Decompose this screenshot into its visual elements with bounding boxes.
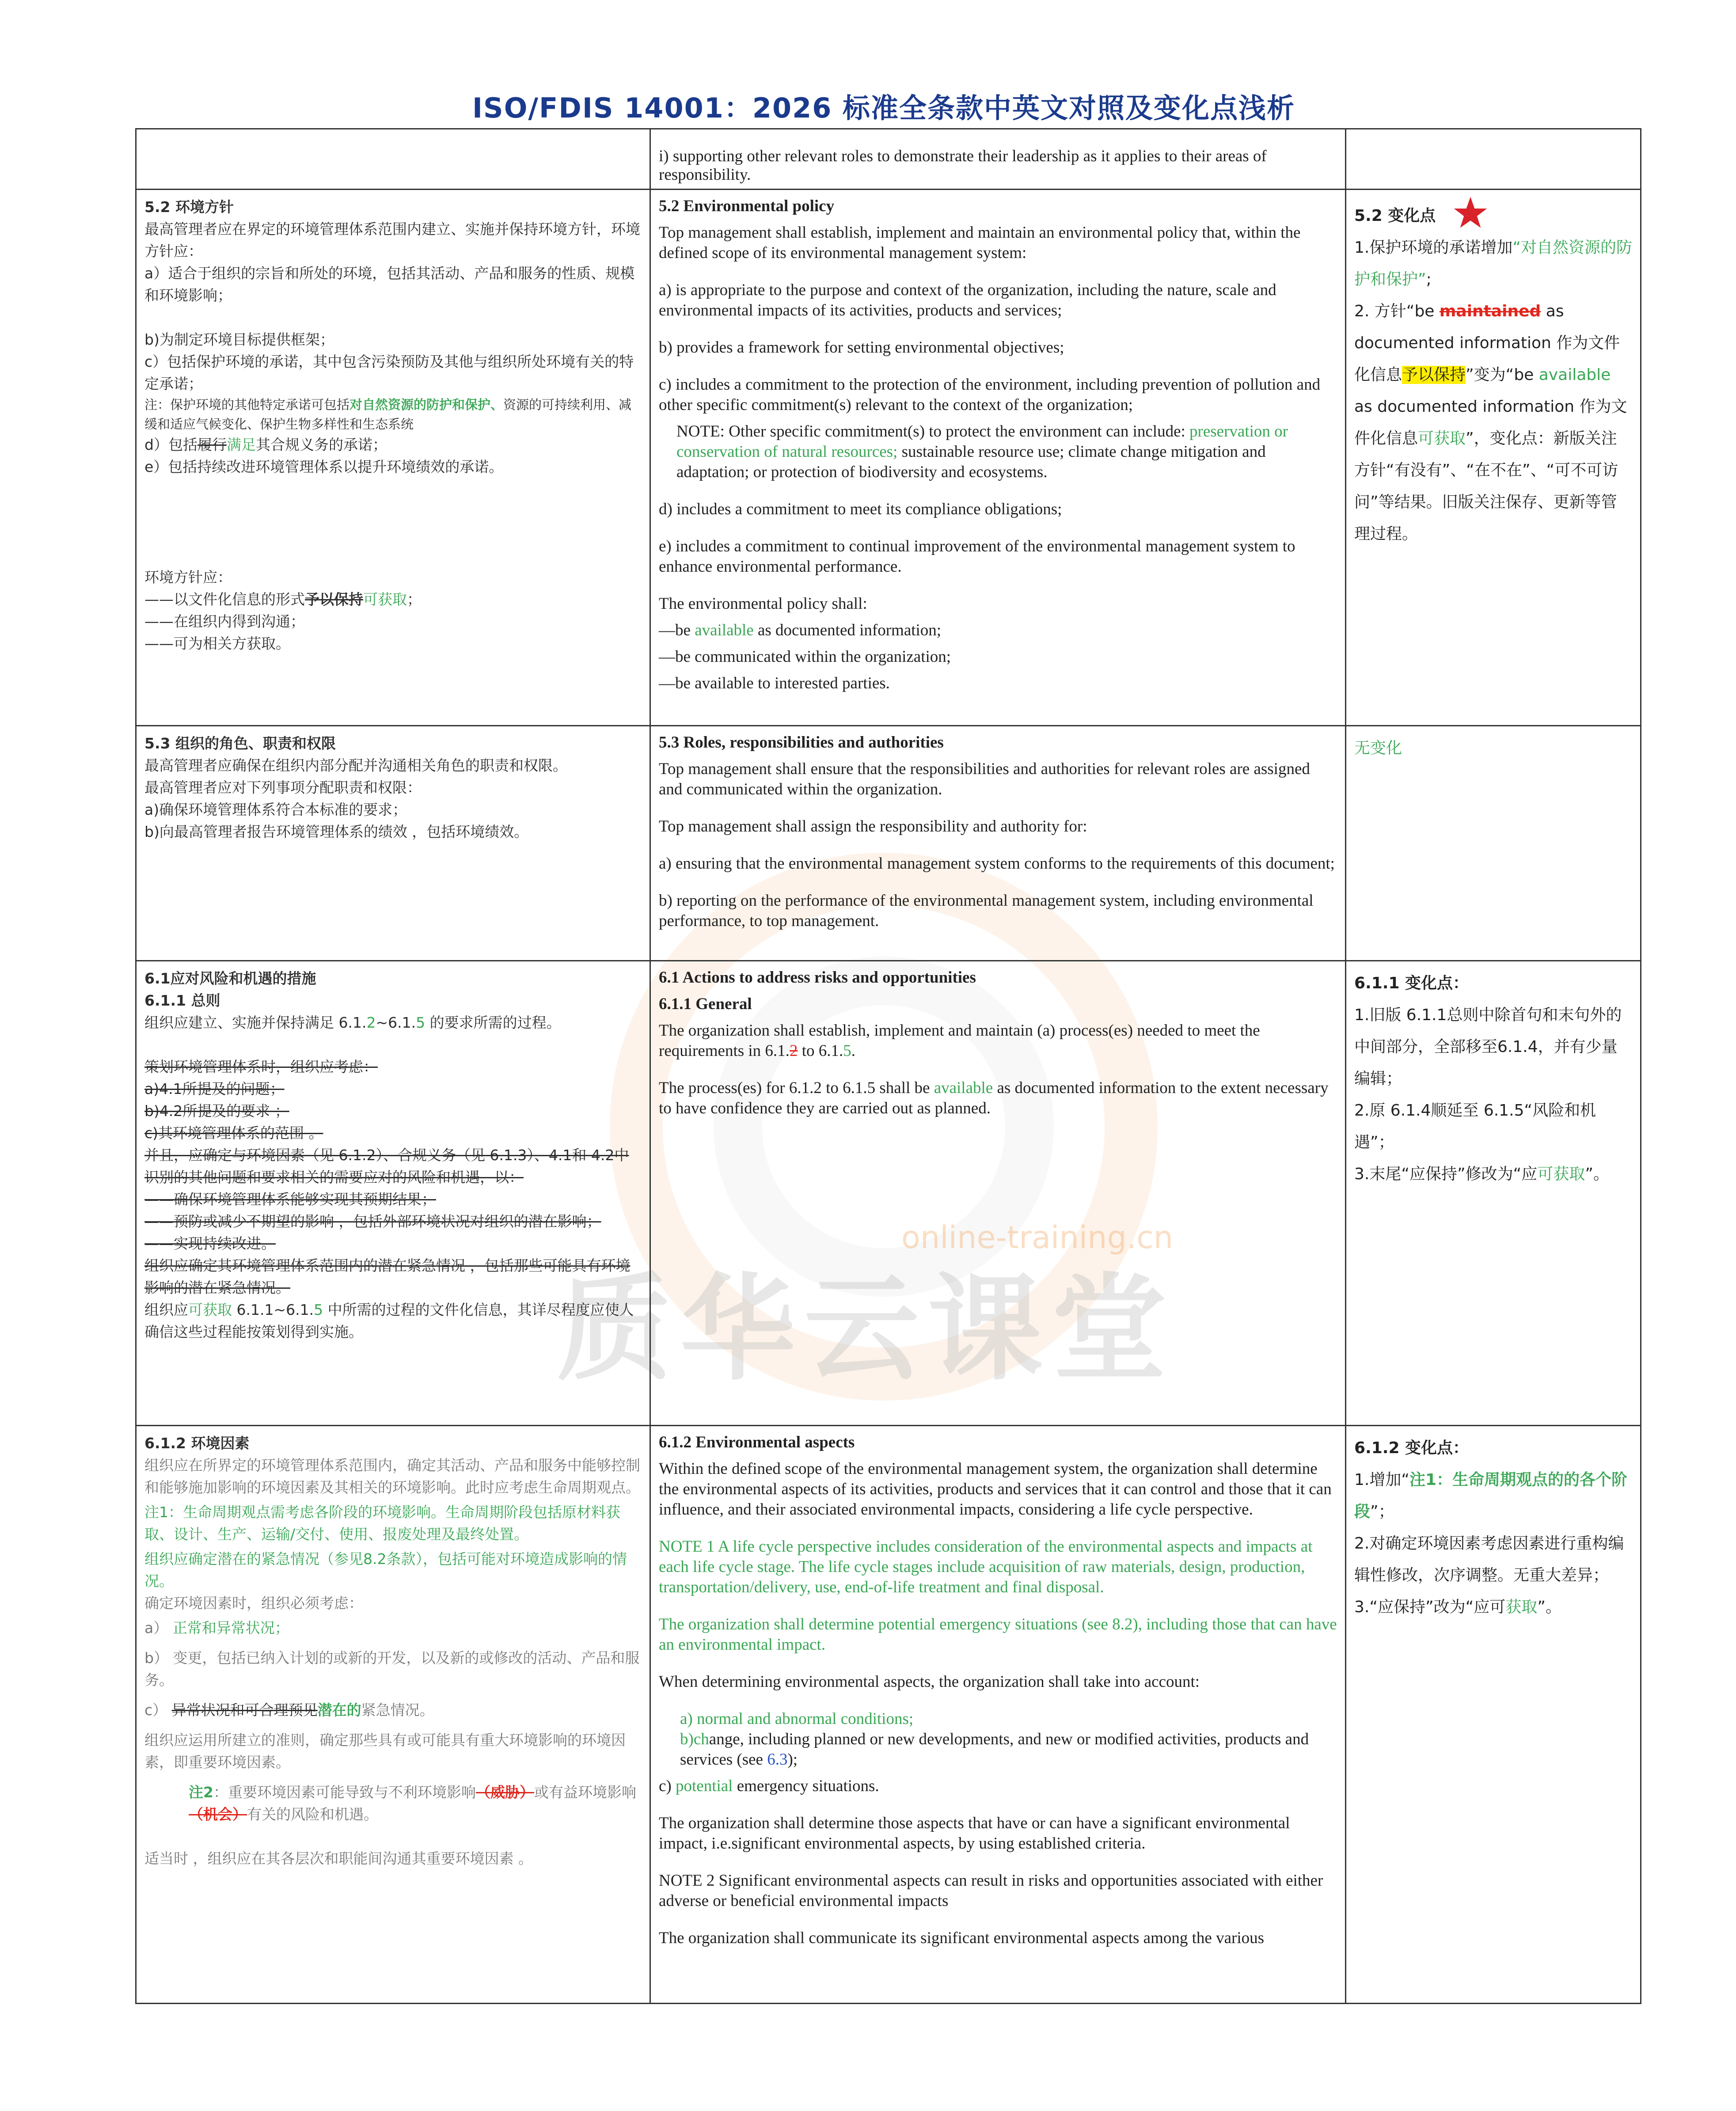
cn-cell (136, 961, 650, 1426)
en-text: The organization shall determine those aspects that have or can have a significant environmental impact, i.e.significant environmental aspects, by using established criteria. (659, 1814, 1290, 1853)
table-row (136, 726, 1641, 961)
en-text-part: The process(es) for 6.1.2 to 6.1.5 shall be (659, 1079, 934, 1097)
cn-text: a)确保环境管理体系符合本标准的要求； (144, 801, 407, 818)
change-highlight: 予以保持 (1402, 366, 1466, 384)
cn-deleted-text: （机会） (189, 1806, 247, 1823)
en-text: a) is appropriate to the purpose and context of the organization, including the nature, scale and environmental impacts of its activities, products and services; (659, 281, 1276, 319)
en-cell (650, 961, 1346, 1426)
star-icon (1453, 196, 1488, 229)
change-text (1354, 1158, 1632, 1190)
en-cell (650, 190, 1346, 726)
change-text (1354, 232, 1632, 296)
cn-text: a）适合于组织的宗旨和所处的环境，包括其活动、产品和服务的性质、规模和环境影响； (144, 265, 635, 304)
change-text-part: ”，变化点：新版关注方针“有没有”、“在不在”、“可不可访问”等结果。旧版关注保存、更新等管理过程。 (1354, 429, 1618, 543)
cn-text: b)向最高管理者报告环境管理体系的绩效 ，包括环境绩效。 (144, 823, 529, 840)
en-text: Top management shall establish, implement and maintain an environmental policy that, within the defined scope of its environmental management system: (659, 224, 1301, 262)
cn-note (144, 395, 642, 434)
cn-note-label: 注2 (189, 1784, 213, 1801)
page-title: ISO/FDIS 14001：2026 标准全条款中英文对照及变化点浅析 (472, 92, 1295, 124)
cn-text-part: ：重要环境因素可能导致与不利环境影响 (213, 1784, 476, 1801)
change-added-text: available (1538, 366, 1611, 384)
en-cell (650, 129, 1346, 190)
en-text: Top management shall ensure that the responsibilities and authorities for relevant roles are assigned and communicated within the organization. (659, 760, 1310, 798)
cn-text: 确定环境因素时，组织必须考虑： (144, 1595, 363, 1612)
en-text-part: ange, including planned or new developments, and new or modified activities, products and services (see (680, 1730, 1309, 1769)
cn-added-text: 可获取 (363, 591, 407, 608)
cn-text-part: c） (144, 1701, 172, 1719)
cn-text (144, 1781, 642, 1826)
change-text (1354, 296, 1632, 550)
cn-cell (136, 726, 650, 961)
cn-text-part: ~6.1. (376, 1014, 416, 1031)
en-text-part: as documented information to the extent necessary to have confidence they are carried out as planned. (659, 1079, 1329, 1117)
cn-deleted-text: 异常状况和可合理预见 (171, 1701, 318, 1719)
cn-deleted-text: 履行 (197, 436, 227, 453)
en-added-text: ch (693, 1730, 709, 1748)
en-text: When determining environmental aspects, the organization shall take into account: (659, 1673, 1200, 1691)
en-text-part: —be (659, 621, 695, 639)
en-added-text: The organization shall determine potential emergency situations (see 8.2), including those that can have an environmental impact. (659, 1615, 1337, 1654)
cn-text (144, 1012, 642, 1034)
cn-added-text: 5 (416, 1014, 425, 1031)
cn-text (144, 1617, 642, 1639)
cn-added-text: 注1：生命周期观点需考虑各阶段的环境影响。生命周期阶段包括原材料获取、设计、生产、运输/交付、使用、报废处理及最终处置。 (144, 1504, 620, 1543)
cn-subheading: 6.1.1 总则 (144, 992, 220, 1009)
cn-text (144, 1699, 642, 1721)
cn-heading: 5.3 组织的角色、职责和权限 (144, 735, 336, 752)
cn-text (144, 434, 642, 456)
en-subheading: 6.1.1 General (659, 995, 752, 1013)
en-text: i) supporting other relevant roles to demonstrate their leadership as it applies to their areas of responsibility. (659, 147, 1267, 184)
change-heading: 6.1.1 变化点： (1354, 974, 1469, 992)
cn-text: 最高管理者应对下列事项分配职责和权限： (144, 779, 422, 796)
en-text-part: as documented information; (753, 621, 942, 639)
cn-text: ——可为相关方获取。 (144, 635, 290, 652)
cn-deleted-text: ——确保环境管理体系能够实现其预期结果； (144, 1191, 436, 1208)
change-text-part: as documented information 作为文件化信息 (1354, 302, 1620, 384)
change-text-part: ”。 (1585, 1165, 1609, 1183)
cn-text-part: 中所需的过程的文件化信息，其详尽程度应使人确信这些过程能按策划得到实施。 (144, 1301, 634, 1340)
change-text: 2.对确定环境因素考虑因素进行重构编辑性修改，次序调整。无重大差异； (1354, 1534, 1624, 1584)
en-text-part: The organization shall establish, implement and maintain (a) process(es) needed to meet the requirements in 6.1. (659, 1021, 1260, 1060)
change-text-part: 3.“应保持”改为“应可 (1354, 1598, 1506, 1616)
watermark-brand: 质华云课堂 (557, 1263, 1175, 1396)
en-text (659, 1078, 1337, 1119)
cn-deleted-text: 予以保持 (305, 591, 363, 608)
en-heading: 6.1.2 Environmental aspects (659, 1433, 855, 1451)
cn-added-text: 可获取 (188, 1301, 232, 1318)
change-text (1354, 1591, 1632, 1623)
en-text: e) includes a commitment to continual improvement of the environmental management system to enhance environmental performance. (659, 537, 1295, 576)
en-text: —be communicated within the organization; (659, 648, 951, 666)
en-text-part: c) (659, 1777, 676, 1795)
en-text: The organization shall communicate its significant environmental aspects among the various (659, 1929, 1264, 1947)
en-text: d) includes a commitment to meet its compliance obligations; (659, 500, 1062, 518)
en-note-highlight: preservation or conservation of natural resources; (676, 422, 1288, 461)
en-text: —be available to interested parties. (659, 674, 890, 692)
en-added-text: a) normal and abnormal conditions; (680, 1710, 914, 1728)
cn-deleted-text: 策划环境管理体系时，组织应考虑： (144, 1058, 378, 1075)
cn-text: c）包括保护环境的承诺，其中包含污染预防及其他与组织所处环境有关的特定承诺； (144, 353, 634, 392)
change-added-text: 注1：生命周期观点的的各个阶段 (1354, 1471, 1628, 1521)
change-text-part: ”变为“be (1466, 366, 1539, 384)
change-text-part: 1.增加“ (1354, 1471, 1409, 1489)
en-text (659, 620, 1337, 641)
en-note-text: NOTE: Other specific commitment(s) to protect the environment can include: (676, 422, 1190, 440)
en-text: b) provides a framework for setting environmental objectives; (659, 338, 1064, 357)
cn-deleted-text: b)4.2所提及的要求 ； (144, 1102, 289, 1120)
change-text (1354, 1464, 1632, 1528)
cn-text-part: 或有益环境影响 (534, 1784, 636, 1801)
change-heading (1354, 196, 1632, 232)
change-added-text: 获取 (1505, 1598, 1538, 1616)
cn-cell (136, 190, 650, 726)
en-cell (650, 1426, 1346, 2004)
cn-deleted-text: （威胁） (475, 1784, 534, 1801)
en-text: The environmental policy shall: (659, 595, 867, 613)
cn-text: e）包括持续改进环境管理体系以提升环境绩效的承诺。 (144, 458, 504, 475)
en-text: Top management shall assign the responsibility and authority for: (659, 817, 1087, 835)
en-cell (650, 726, 1346, 961)
change-text-part: ; (1426, 270, 1432, 289)
change-text: 2.原 6.1.4顺延至 6.1.5“风险和机遇”； (1354, 1101, 1596, 1151)
en-added-text: b) (680, 1730, 694, 1748)
cn-heading: 5.2 环境方针 (144, 198, 234, 216)
change-deleted-text: maintained (1439, 302, 1541, 320)
cn-heading: 6.1.2 环境因素 (144, 1435, 250, 1452)
change-cell (1346, 726, 1641, 961)
en-added-text: potential (676, 1777, 733, 1795)
cn-added-text: 5 (314, 1301, 323, 1318)
en-heading: 5.3 Roles, responsibilities and authorities (659, 733, 944, 752)
en-text (659, 1776, 1337, 1796)
change-cell (1346, 129, 1641, 190)
en-link-text: 6.3 (767, 1750, 788, 1769)
en-text: a) ensuring that the environmental management system conforms to the requirements of this document; (659, 854, 1335, 873)
en-note-text: sustainable resource use; climate change mitigation and adaptation; or protection of biodiversity and ecosystems. (676, 443, 1266, 481)
change-added-text: 可获取 (1537, 1165, 1585, 1183)
cn-note-highlight: 对自然资源的防护和保护、 (349, 397, 504, 412)
cn-text: 最高管理者应确保在组织内部分配并沟通相关角色的职责和权限。 (144, 757, 567, 774)
change-text-part: ”； (1370, 1503, 1394, 1521)
en-added-text: 5 (843, 1042, 851, 1060)
change-text-part: as documented information 作为文件化信息 (1354, 398, 1627, 448)
en-text-part: emergency situations. (733, 1777, 879, 1795)
cn-text: 环境方针应： (144, 569, 232, 586)
table-row (136, 961, 1641, 1426)
change-cell (1346, 961, 1641, 1426)
en-heading: 5.2 Environmental policy (659, 197, 835, 215)
cn-text: b)为制定环境目标提供框架； (144, 331, 334, 348)
cn-text-part: ； (407, 591, 422, 608)
cn-text-part: 6.1.1~6.1. (232, 1301, 314, 1318)
cn-text-part: 的要求所需的过程。 (425, 1014, 561, 1031)
cn-text-part: 组织应 (144, 1301, 188, 1318)
cn-added-text: 潜在的 (317, 1701, 361, 1719)
cn-cell (136, 129, 650, 190)
change-added-text: 可获取 (1418, 429, 1466, 448)
en-note (659, 421, 1337, 482)
cn-note-text: 注：保护环境的其他特定承诺可包括 (144, 397, 350, 412)
en-added-text: available (934, 1079, 993, 1097)
change-text-part: 2. 方针“be (1354, 302, 1440, 320)
en-text: c) includes a commitment to the protection of the environment, including prevention of pollution and other specific commitment(s) relevant to the context of the organization; (659, 376, 1321, 414)
cn-deleted-text: 组织应确定其环境管理体系范围内的潜在紧急情况 ，包括那些可能具有环境影响的潜在紧急情况。 (144, 1257, 631, 1296)
cn-deleted-text: 并且，应确定与环境因素（见 6.1.2）、合规义务（见 6.1.3）、4.1和 4.2中识别的其他问题和要求相关的需要应对的风险和机遇，以： (144, 1147, 629, 1186)
change-text-part: 3.末尾“应保持”修改为“应 (1354, 1165, 1538, 1183)
cn-cell (136, 1426, 650, 2004)
en-text: b) reporting on the performance of the environmental management system, including environmental performance, to top management. (659, 892, 1314, 930)
change-text-part: 1.保护环境的承诺增加 (1354, 239, 1513, 257)
cn-text-part: 紧急情况。 (361, 1701, 434, 1719)
cn-deleted-text: a)4.1所提及的问题； (144, 1080, 285, 1097)
cn-text-part: a） (144, 1619, 173, 1636)
table-row (136, 190, 1641, 726)
change-cell (1346, 1426, 1641, 2004)
cn-added-text: 正常和异常状况； (172, 1619, 289, 1636)
cn-deleted-text: ——实现持续改进。 (144, 1235, 276, 1252)
cn-text (144, 1299, 642, 1343)
change-text-part: ”。 (1537, 1598, 1561, 1616)
cn-heading: 6.1应对风险和机遇的措施 (144, 970, 316, 987)
cn-text-part: 其合规义务的承诺； (255, 436, 387, 453)
cn-added-text: 满足 (226, 436, 256, 453)
en-heading: 6.1 Actions to address risks and opportunities (659, 968, 976, 987)
en-text (680, 1729, 1337, 1770)
cn-note-text: 资源的可持续利用、减缓和适应气候变化、保护生物多样性和生态系统 (144, 397, 632, 432)
change-text: 1.旧版 6.1.1总则中除首句和末句外的中间部分，全部移至6.1.4，并有少量编辑； (1354, 1006, 1622, 1088)
cn-added-text: 2 (366, 1014, 376, 1031)
table-row (136, 1426, 1641, 2004)
comparison-table (135, 128, 1641, 2004)
cn-text-part: ——以文件化信息的形式 (144, 591, 305, 608)
cn-text (144, 588, 642, 611)
change-added-text: “对自然资源的防护和保护” (1354, 239, 1633, 289)
change-cell (1346, 190, 1641, 726)
en-text-part: ); (787, 1750, 798, 1769)
en-text-part: . (851, 1042, 855, 1060)
cn-added-text: 组织应确定潜在的紧急情况（参见8.2条款），包括可能对环境造成影响的情况。 (144, 1550, 627, 1590)
cn-text: 最高管理者应在界定的环境管理体系范围内建立、实施并保持环境方针，环境方针应： (144, 220, 640, 260)
en-text (659, 1021, 1337, 1061)
en-added-text: NOTE 1 A life cycle perspective includes consideration of the environmental aspects and impacts at each life cycle stage. The life cycle stages include acquisition of raw materials, design, production, transportation/delivery, use, end-of-life treatment and final disposal. (659, 1538, 1313, 1596)
en-text: NOTE 2 Significant environmental aspects can result in risks and opportunities associated with either adverse or beneficial environmental impacts (659, 1872, 1323, 1910)
cn-text: 组织应运用所建立的准则，确定那些具有或可能具有重大环境影响的环境因素，即重要环境因素。 (144, 1731, 626, 1771)
en-list (659, 1709, 1337, 1770)
cn-deleted-text: c)其环境管理体系的范围 。 (144, 1124, 323, 1142)
change-heading-text: 5.2 变化点 (1354, 207, 1436, 225)
cn-text-part: d）包括 (144, 436, 198, 453)
watermark-url: online-training.cn (901, 1219, 1174, 1256)
cn-text: 适当时 ，组织应在其各层次和职能间沟通其重要环境因素 。 (144, 1850, 533, 1867)
en-changed-text: 2 (789, 1042, 798, 1060)
cn-text: b） 变更，包括已纳入计划的或新的开发，以及新的或修改的活动、产品和服务。 (144, 1649, 640, 1689)
cn-text: ——在组织内得到沟通； (144, 613, 305, 630)
cn-text-part: 有关的风险和机遇。 (247, 1806, 378, 1823)
en-text-part: to 6.1. (798, 1042, 843, 1060)
table-row (136, 129, 1641, 190)
cn-deleted-text: ——预防或减少不期望的影响 ，包括外部环境状况对组织的潜在影响； (144, 1213, 601, 1230)
cn-text: 组织应在所界定的环境管理体系范围内，确定其活动、产品和服务中能够控制和能够施加影响的环境因素及其相关的环境影响。此时应考虑生命周期观点。 (144, 1457, 640, 1496)
en-text: Within the defined scope of the environmental management system, the organization shall determine the environmental aspects of its activities, products and services that it can control and those that it can influence, and their associated environmental impacts, considering a life cycle perspective. (659, 1460, 1332, 1519)
cn-text-part: 组织应建立、实施并保持满足 6.1. (144, 1014, 367, 1031)
change-text: 无变化 (1354, 739, 1402, 757)
change-heading: 6.1.2 变化点： (1354, 1439, 1469, 1457)
en-added-text: available (695, 621, 754, 639)
